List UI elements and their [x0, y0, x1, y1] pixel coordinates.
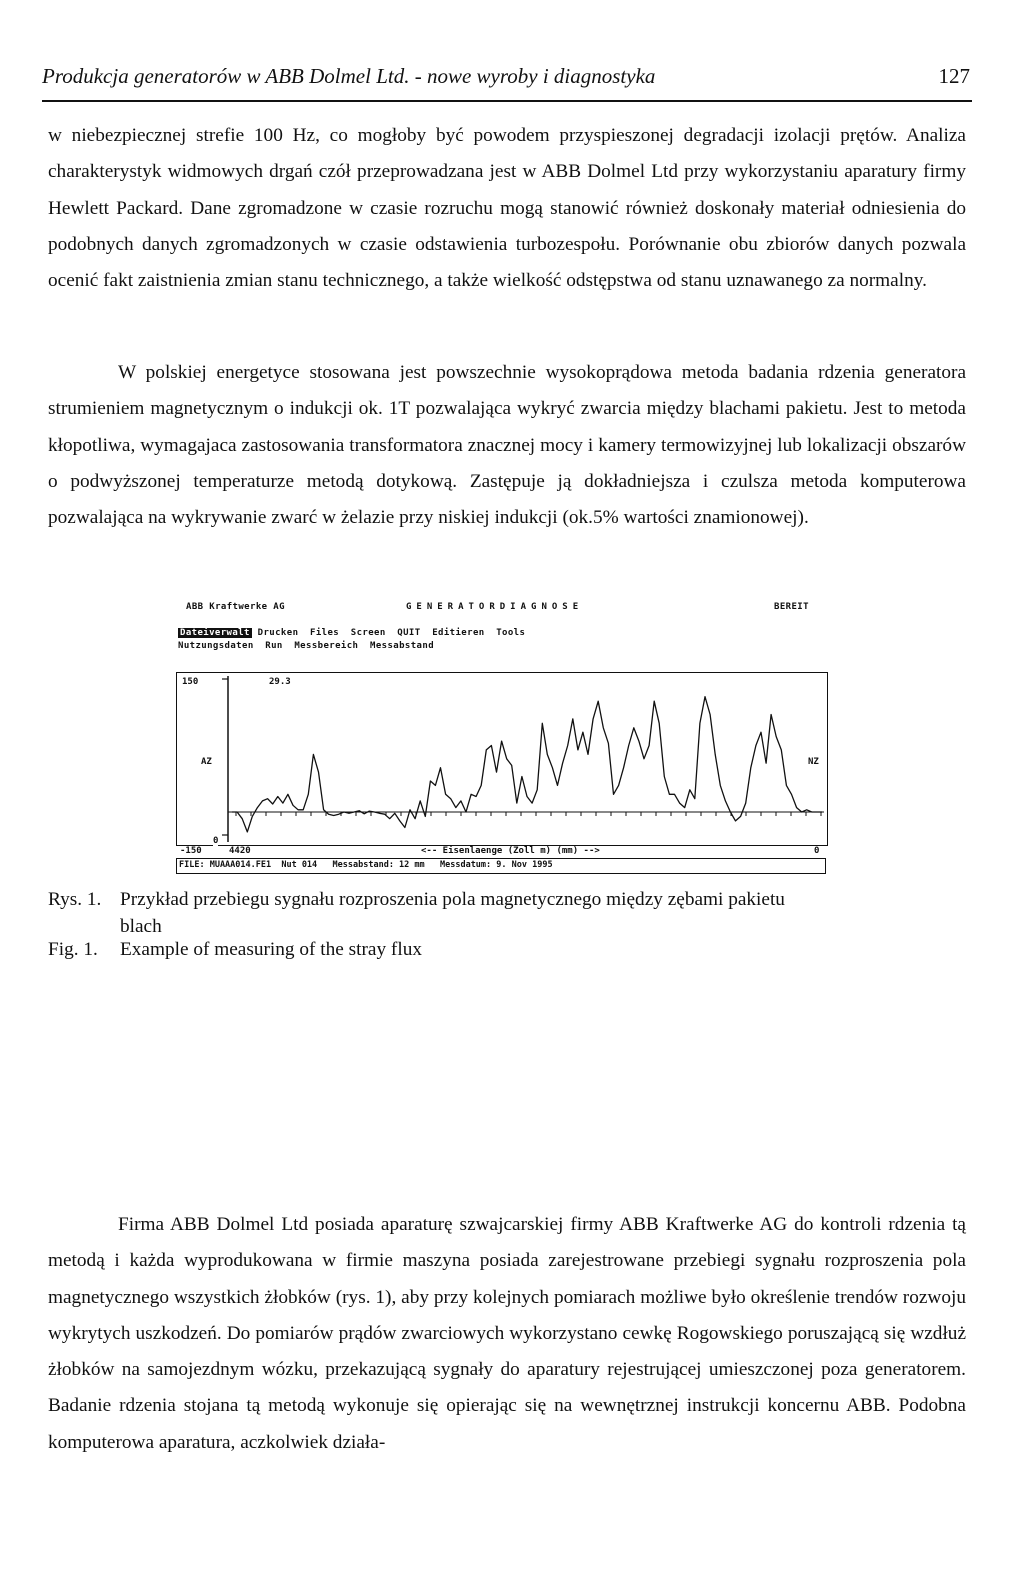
caption-pl-label: Rys. 1.	[48, 889, 102, 910]
fig-menu-selected: Dateiverwalt	[180, 628, 250, 638]
y-tick-label-top: 150	[182, 677, 199, 687]
fig-menu-row-2: Nutzungsdaten Run Messbereich Messabstand	[178, 641, 435, 651]
x-axis-label: <-- Eisenlaenge (Zoll m) (mm) -->	[421, 846, 600, 856]
caption-en	[48, 936, 968, 963]
fig-menu-items: Drucken Files Screen QUIT Editieren Tools	[257, 628, 526, 638]
zero-line-ticks	[236, 812, 821, 816]
running-title: Produkcja generatorów w ABB Dolmel Ltd. - nowe wyroby i diagnostyka	[42, 64, 656, 88]
page-number: 127	[938, 64, 970, 88]
caption-en-text: Example of measuring of the stray flux	[120, 939, 422, 960]
fig-header-right: BEREIT	[774, 602, 809, 612]
label-nz: NZ	[808, 757, 819, 767]
caption-pl-text: Przykład przebiegu sygnału rozproszenia pola magnetycznego między zębami pakietu	[120, 889, 785, 910]
paragraph-1: w niebezpiecznej strefie 100 Hz, co mogłoby być powodem przyspieszonej degradacji izolacji prętów. Analiza charakterystyk widmowych drgań czół przeprowadzana jest w ABB Dolmel Ltd przy wykorzystaniu aparatury firmy Hewlett Packard. Dane zgromadzone w czasie rozruchu mogą stanowić również doskonały materiał odniesienia do podobnych danych zgromadzonych w czasie odstawienia turbozespołu. Porównanie obu zbiorów danych pozwala ocenić fakt zaistnienia zmian stanu technicznego, a także wielkość odstępstwa od stanu uznawanego za normalny.	[48, 125, 966, 292]
caption-pl-cont: blach	[120, 916, 162, 937]
fig-header-center: GENERATORDIAGNOSE	[406, 602, 584, 612]
header-rule	[42, 100, 972, 102]
caption-en-label: Fig. 1.	[48, 939, 98, 960]
caption-pl	[48, 886, 968, 940]
x-end-value: 0	[814, 846, 820, 856]
label-az: AZ	[201, 757, 212, 767]
y-tick-label-bottom: -150	[180, 846, 202, 856]
figure-screen	[176, 594, 826, 856]
running-head	[42, 62, 970, 90]
stray-flux-plot	[176, 594, 826, 856]
x-start-value: 4420	[229, 846, 251, 856]
y-tick-label-zero: 0	[213, 836, 219, 846]
paragraph-2	[48, 355, 966, 536]
top-value: 29.3	[269, 677, 291, 687]
paragraph-3	[48, 1207, 966, 1461]
paragraph-2-text: W polskiej energetyce stosowana jest powszechnie wysokoprądowa metoda badania rdzenia generatora strumieniem magnetycznym o indukcji ok. 1T pozwalająca wykryć zwarcia między blachami pakietu. Jest to metoda kłopotliwa, wymagajaca zastosowania transformatora znacznej mocy i kamery termowizyjnej lub lokalizacji obszarów o podwyższonej temperaturze metodą dotykową. Zastępuje ją dokładniejsza i czulsza metoda komputerowa pozwalająca na wykrywanie zwarć w żelazie przy niskiej indukcji (ok.5% wartości znamionowej).	[48, 362, 966, 529]
fig-status-bar	[176, 858, 826, 874]
fig-header-left: ABB Kraftwerke AG	[186, 602, 285, 612]
fig-status-text: FILE: MUAAA014.FE1 Nut 014 Messabstand: 12 mm Messdatum: 9. Nov 1995	[179, 860, 553, 870]
paragraph-3-text: Firma ABB Dolmel Ltd posiada aparaturę szwajcarskiej firmy ABB Kraftwerke AG do kontroli rdzenia tą metodą i każda wyprodukowana w firmie maszyna posiada zarejestrowane przebiegi sygnału rozproszenia pola magnetycznego wszystkich żłobków (rys. 1), aby przy kolejnych pomiarach możliwe było określenie trendów rozwoju wykrytych uszkodzeń. Do pomiarów prądów zwarciowych wykorzystano cewkę Rogowskiego poruszającą się wzdłuż żłobków na samojezdnym wózku, przekazującą sygnały do aparatury rejestrującej umieszczonej poza generatorem. Badanie rdzenia stojana tą metodą wykonuje się opierając się na wewnętrznej instrukcji koncernu ABB. Podobna komputerowa aparatura, aczkolwiek działa-	[48, 1214, 966, 1453]
